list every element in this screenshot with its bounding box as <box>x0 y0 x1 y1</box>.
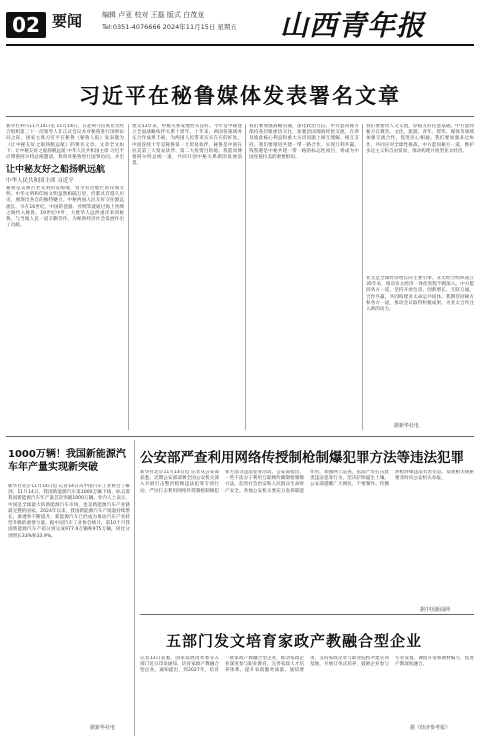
lead-column-1b: 秘鲁是美洲古老文明的发源地，曾孕育出灿烂的印加文明。中华文明和印加文明虽然相隔万里，但都具有悠久历史，展现出各自的独特魅力。中秘两国人民友好交往源远流长。早在16世纪，中国的瓷器、丝绸等就通过海上丝绸之路传入秘鲁。19世纪中叶，大批华人远涉重洋来到秘鲁，与当地人民一道辛勤劳作，为秘鲁经济社会发展作出了贡献。 <box>6 186 124 229</box>
lead-headline: 习近平在秘鲁媒体发表署名文章 <box>79 84 401 108</box>
date-line: Tel:0351-4076666 2024年11月15日 星期五 <box>102 23 237 31</box>
ev-source: 据新华社电 <box>90 725 116 731</box>
column-separator <box>134 440 135 736</box>
lead-column-1: 新华社利马11月14日电 11月14日，在赴利马出席亚太经合组织第三十一次领导人非正式会议并对秘鲁进行国事访问之际，国家主席习近平在秘鲁《秘鲁人报》发表题为《让中秘友好之船扬帆远航》的署名文章。文章全文如下：让中秘友好之船扬帆远航 中华人民共和国主席 习近平 应博鲁阿尔特总统邀请，我将对秘鲁进行国事访问，并出 <box>6 124 124 160</box>
ministries-headline: 五部门发文培育家政产教融合型企业 <box>166 632 423 650</box>
crime-body: 新华社北京11月14日电 记者从公安部获悉，近期公安部部署全国公安机关深入开展打击整治枪爆违法犯罪专项行动，严厉打击利用网络传授制枪制爆犯罪方法等违法犯罪活动。公安部指出，一些不法分子利用互联网传播制枪制爆方法，危害社会治安和人民群众生命财产安全。各地公安机关要充分发挥职能作用，加强网上巡查，依法严厉打击此类违法犯罪行为，坚决铲除滋生土壤。公安部提醒广大网民，不要制作、传播涉枪涉爆违法有害信息，发现相关线索要及时向公安机关举报。 <box>140 470 474 494</box>
ministries-body: 记者13日获悉，国家发展改革委等五部门近日印发通知，培育家政产教融合型企业。通知提出，到2027年，培育一批家政产教融合型企业，推动家政企业深度参与职业教育，完善家政人才培养体系，提升家政服务质量。通知要求，支持家政企业与职业院校共建实训基地，开展订单式培养，鼓励企业参与专业设置、课程开发和教材编写，促进产教深度融合。 <box>140 656 474 674</box>
crime-headline: 公安部严查利用网络传授制枪制爆犯罪方法等违法犯罪 <box>140 450 464 466</box>
column-separator <box>362 124 363 430</box>
ev-body: 新华社北京11月14日电 记者14日从中国汽车工业协会了解到，11月14日，我国新能源汽车第1000万辆下线，标志着我国新能源汽车年产量首次突破1000万辆。业内人士表示，中国是全球最大的新能源汽车市场，也是新能源汽车产业链最完整的国家。2024年以来，我国新能源汽车产销量持续增长，渗透率不断提升，新能源汽车已经成为推动汽车产业转型升级的重要力量。据中国汽车工业协会统计，前10个月我国新能源汽车产销分别完成977.9万辆和975万辆，同比分别增长33%和33.9%。 <box>8 484 130 539</box>
header-rule <box>6 44 474 46</box>
ministries-source: 据《经济参考报》 <box>410 725 451 731</box>
lead-column-2: 建交53年来，中秘关系发展势头良好。今年是中秘建立全面战略伙伴关系十周年。十年来，两国各领域务实合作成果丰硕，为两国人民带来实实在在的好处。中国连续十年是秘鲁第一大贸易伙伴，秘鲁是中国在拉美第三大贸易伙伴、第二大投资目的地。我愿同博鲁阿尔特总统一道，共同开创中秘关系新的发展前景。 <box>132 124 242 167</box>
ev-headline: 1000万辆！我国新能源汽车年产量实现新突破 <box>8 449 126 473</box>
lead-rule <box>6 116 474 117</box>
newspaper-masthead: 山西青年报 <box>280 9 426 42</box>
section-name: 要闻 <box>52 12 83 30</box>
lead-column-5: 亚太是全球经济增长的主要引擎。亚太经合组织成立35年来，推动亚太经济一体化进程不断深入。中方愿同各方一道，坚持开放包容、创新增长、互联互通、合作共赢，共同构建亚太命运共同体。我期待同秘方和各方一道，推动会议取得积极成果，为亚太合作注入新的动力。 <box>366 276 474 313</box>
editor-credits: 编辑 卢亚 校对 王磊 版式 白茂龙 <box>102 11 205 19</box>
section-rule <box>6 436 474 437</box>
lead-byline: 中华人民共和国主席 习近平 <box>6 178 74 184</box>
crime-source: 据中国新闻网 <box>420 607 451 613</box>
column-separator <box>128 124 129 430</box>
lead-column-3: 我们要加强战略沟通，深化政治互信。中方愿同秘方保持各层级密切交往，加强治国理政经验交流，在涉及彼此核心利益和重大关切问题上相互理解、相互支持。我们要推进共建一带一路合作，实现互利共赢。钱凯港是中秘共建一带一路的标志性项目，将成为中国连接拉美的重要枢纽。 <box>249 124 359 161</box>
section-rule <box>140 614 474 615</box>
lead-column-4: 我们要密切人文交流，厚植友好民意基础。中方愿同秘方在教育、文化、旅游、青年、智库、媒体等领域加强交流合作，促进民心相通。我们要加强多边协作，共同应对全球性挑战。中方愿同秘方一道，维护多边主义和自由贸易，推动构建开放型亚太经济。 <box>366 124 474 154</box>
lead-source: 据新华社电 <box>394 423 420 429</box>
page-number: 02 <box>6 12 46 38</box>
lead-subtitle: 让中秘友好之船扬帆远航 <box>6 165 106 175</box>
column-separator <box>245 124 246 430</box>
